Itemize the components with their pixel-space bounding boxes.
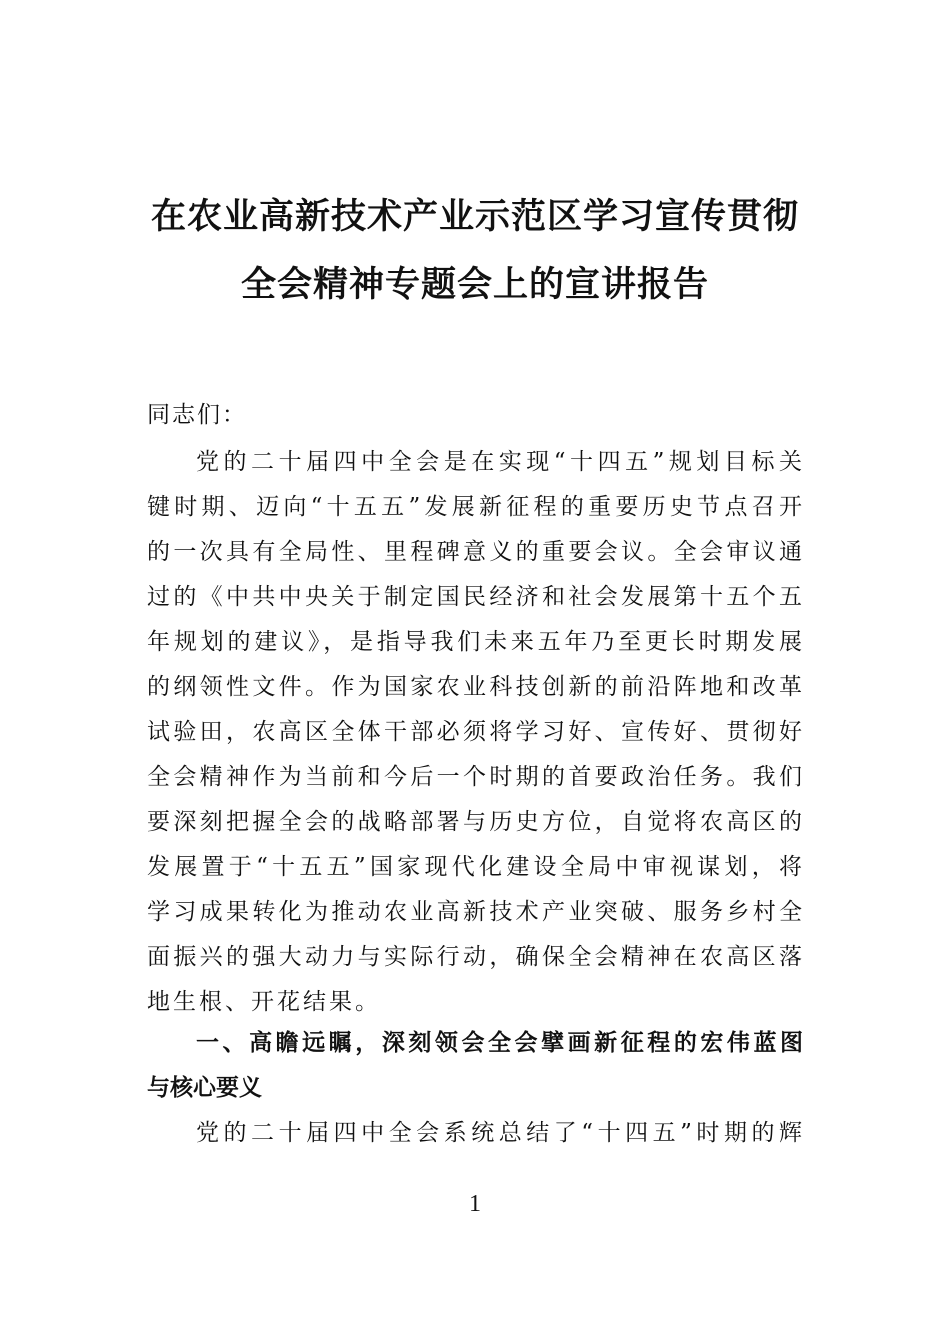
page-number: 1	[469, 1191, 481, 1217]
paragraph-line: 地生根、开花结果。	[147, 989, 381, 1015]
paragraph-line: 过的《中共中央关于制定国民经济和社会发展第十五个五	[147, 584, 803, 610]
heading-line: 与核心要义	[147, 1075, 262, 1101]
paragraph-line: 键时期、迈向“十五五”发展新征程的重要历史节点召开	[147, 494, 803, 520]
paragraph-line: 发展置于“十五五”国家现代化建设全局中审视谋划，将	[147, 854, 803, 880]
paragraph-line: 全会精神作为当前和今后一个时期的首要政治任务。我们	[147, 764, 803, 790]
paragraph-line: 年规划的建议》，是指导我们未来五年乃至更长时期发展	[147, 629, 803, 655]
paragraph-line: 的一次具有全局性、里程碑意义的重要会议。全会审议通	[147, 539, 803, 565]
paragraph-line: 的纲领性文件。作为国家农业科技创新的前沿阵地和改革	[147, 674, 803, 700]
paragraph-line: 试验田，农高区全体干部必须将学习好、宣传好、贯彻好	[147, 719, 803, 745]
paragraph-line: 要深刻把握全会的战略部署与历史方位，自觉将农高区的	[147, 809, 803, 835]
paragraph-line: 面振兴的强大动力与实际行动，确保全会精神在农高区落	[147, 944, 803, 970]
document-title-line-1: 在农业高新技术产业示范区学习宣传贯彻	[150, 196, 799, 237]
document-title-line-2: 全会精神专题会上的宣讲报告	[240, 264, 709, 305]
salutation: 同志们：	[147, 402, 247, 428]
paragraph-line: 党的二十届四中全会系统总结了“十四五”时期的辉	[196, 1120, 803, 1146]
paragraph-line: 党的二十届四中全会是在实现“十四五”规划目标关	[196, 449, 803, 475]
paragraph-line: 学习成果转化为推动农业高新技术产业突破、服务乡村全	[147, 899, 803, 925]
heading-line: 一、高瞻远瞩，深刻领会全会擘画新征程的宏伟蓝图	[196, 1030, 803, 1056]
